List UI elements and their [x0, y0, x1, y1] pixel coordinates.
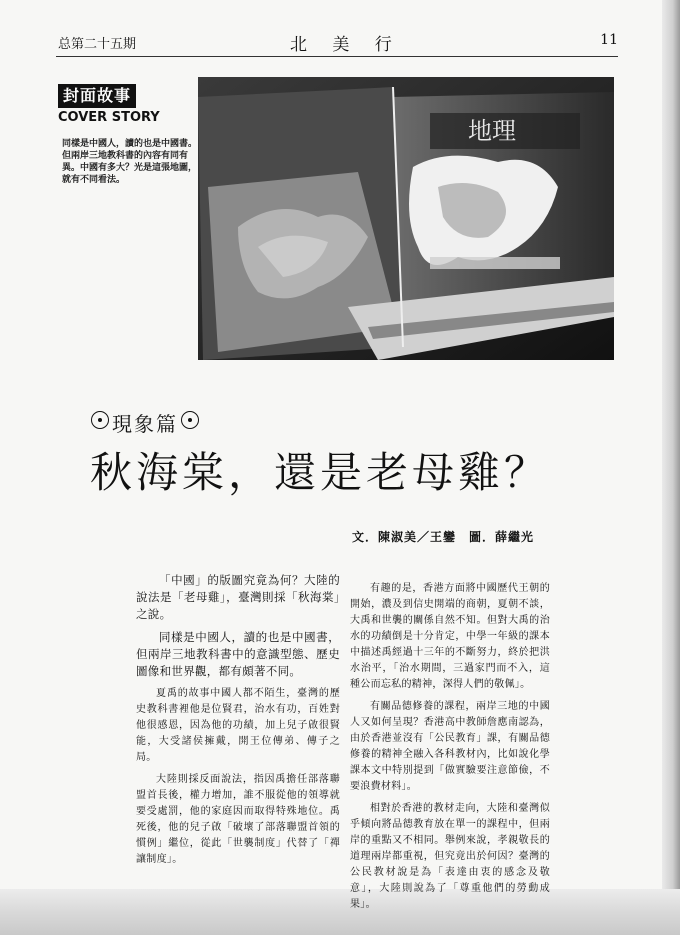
article-title: 秋海棠，還是老母雞？ [90, 448, 551, 497]
intro-paragraph: 「中國」的版圖究竟為何？大陸的說法是「老母雞」，臺灣則採「秋海棠」之說。 [136, 573, 340, 621]
intro-block [136, 572, 340, 680]
scan-edge-bottom [0, 889, 680, 935]
body-paragraph: 有關品德修養的課程，兩岸三地的中國人又如何呈現？香港高中教師詹應南認為，由於香港並沒有「公民教育」課，有關品德修養的精神全融入各科教材內，比如說化學課本文中特別提到「做實驗要注意節儉，不要浪費材料」。 [350, 701, 550, 792]
section-label [88, 408, 202, 437]
bullet-circle-icon [181, 411, 199, 429]
page-number: 11 [600, 32, 618, 48]
byline: 文．陳淑美／王鑾 圖．薛繼光 [352, 530, 535, 544]
right-column [350, 581, 550, 919]
header-rule [56, 56, 618, 57]
page-header [58, 30, 618, 55]
body-paragraph: 夏禹的故事中國人都不陌生，臺灣的歷史教科書裡他是位賢君，治水有功，百姓對他很感恩，因為他的功績，加上兒子啟很賢能，大受諸侯擁戴，開王位傳弟、傳子之局。 [136, 688, 340, 763]
cover-story-badge: 封面故事 [58, 84, 136, 108]
magazine-name: 北 美 行 [290, 35, 402, 55]
section-label-text: 現象篇 [112, 412, 178, 436]
body-paragraph: 有趣的是，香港方面將中國歷代王朝的開始，濃及到信史開端的商朝，夏朝不談，大禹和世襲的關係自然不知。但對大禹的治水的功績倒是十分肯定，中學一年級的課本中描述禹經過十三年的不斷努力，終於把洪水治平，「治水期間，三過家門而不入，這種公而忘私的精神，深得人們的敬佩」。 [350, 583, 550, 690]
textbook-photo [198, 77, 614, 360]
body-paragraph: 相對於香港的教材走向，大陸和臺灣似乎傾向將品德教育放在單一的課程中，但兩岸的重點又不相同。舉例來說，孝親敬長的道理兩岸都重視，但究竟出於何因？臺灣的公民教材說是為「表達由衷的感念及敬意」，大陸則說為了「尊重他們的勞動成果」。 [350, 803, 550, 910]
textbook-photo-graphic [198, 77, 614, 360]
scan-edge-right [662, 0, 680, 935]
left-column [136, 572, 340, 874]
bullet-circle-icon [91, 411, 109, 429]
intro-paragraph: 同樣是中國人，讀的也是中國書，但兩岸三地教科書中的意識型態、歷史圖像和世界觀，都有頗著不同。 [136, 630, 340, 678]
issue-number: 总第二十五期 [58, 37, 137, 52]
photo-caption: 同樣是中國人，讀的也是中國書。但兩岸三地教科書的內容有同有異。中國有多大？光是這張地圖，就有不同看法。 [62, 139, 198, 185]
book-cover-title: 地理 [468, 117, 516, 145]
body-block [136, 686, 340, 868]
body-paragraph: 大陸則採反面說法，指因禹擔任部落聯盟首長後，權力增加，誰不服從他的領導就要受處罰，他的家庭因而取得特殊地位。禹死後，他的兒子啟「破壞了部落聯盟首領的慣例」繼位，從此「世襲制度」代替了「禪讓制度」。 [136, 774, 340, 865]
cover-story-label: COVER STORY [58, 110, 160, 125]
